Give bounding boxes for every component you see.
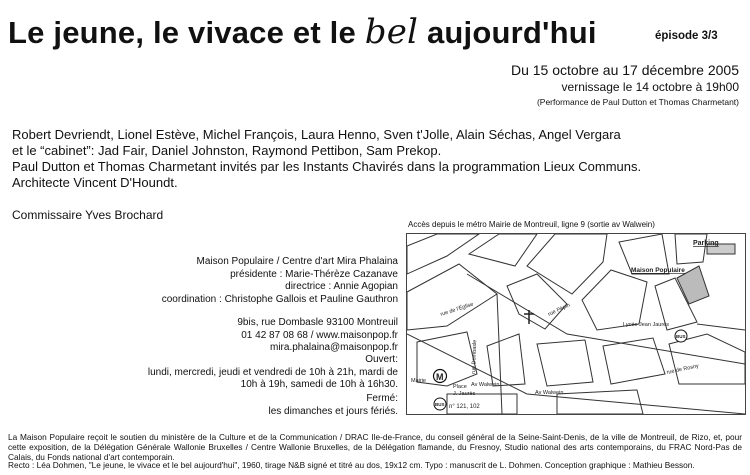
contact-block [237, 317, 398, 355]
map-label-av-walwein: Av Walwein [535, 390, 564, 396]
map-label-jean-jaures: J. Jaurès [453, 391, 476, 397]
open-line: lundi, mercredi, jeudi et vendredi de 10h à 21h, mardi de [147, 366, 398, 378]
page-title [8, 12, 597, 52]
map-label-rue-eglise: rue de l'Église [439, 301, 475, 318]
map-label-rue-rosny: rue de Rosny [666, 363, 700, 376]
artists-block [12, 127, 740, 191]
map-label-rue-pepin: rue Pépin [547, 302, 572, 318]
map-label-place: Place [453, 384, 467, 390]
exhibition-dates: Du 15 octobre au 17 décembre 2005 [510, 62, 739, 78]
bus-label: BUS [676, 334, 686, 339]
closed-days [268, 393, 398, 418]
map-block [557, 390, 643, 414]
phone-web: 01 42 87 08 68 / www.maisonpop.fr [241, 329, 398, 341]
map-block [527, 234, 607, 294]
closed-line: les dimanches et jours fériés. [268, 405, 398, 417]
bus-label: BUS [435, 402, 445, 407]
map-label-parking: Parking [693, 240, 719, 247]
organisation-block [162, 256, 398, 306]
invites-line: Paul Dutton et Thomas Charmetant invités par les Instants Chavirés dans la programmation Lieux Communs. [12, 159, 642, 174]
recto-credit: Recto : Léa Dohmen, "Le jeune, le vivace et le bel aujourd'hui", 1960, tirage N&B signé et titré au dos, 19x12 cm. Typo : manuscrit de L. Dohmen. Conception graphique : Mathieu Besson. [8, 460, 695, 470]
access-map [406, 233, 746, 415]
artists-line: Robert Devriendt, Lionel Estève, Michel François, Laura Henno, Sven t'Jolle, Alain Séchas, Angel Vergara [12, 127, 621, 142]
info-line: présidente : Marie-Thérèze Cazanave [230, 268, 398, 280]
map-caption: Accès depuis le métro Mairie de Montreuil, ligne 9 (sortie av Walwein) [408, 220, 655, 229]
map-block [469, 234, 537, 266]
map-svg [407, 234, 745, 414]
title-script-word: bel [364, 12, 419, 52]
closed-label: Fermé: [366, 393, 398, 404]
map-label-maison: Maison Populaire [631, 267, 685, 274]
map-label-mairie: Mairie [411, 378, 426, 384]
artists-line: et le “cabinet”: Jad Fair, Daniel Johnston, Raymond Pettibon, Sam Prekop. [12, 143, 442, 158]
sponsors-note: La Maison Populaire reçoit le soutien du ministère de la Culture et de la Communication / DRAC Ile-de-France, du conseil général de la Seine-Saint-Denis, de la ville de Montreuil, de Rizo, et, pour cette exposition, de la Délégation Générale Wallonie Bruxelles / Centre Wallonie Bruxelles, de la Délégation flamande, du Fresnoy, Studio national des arts contemporains, du FRAC Nord-Pas de Calais, du Fonds national d'art contemporain. [8, 432, 742, 462]
map-block [537, 340, 593, 386]
vernissage-date: vernissage le 14 octobre à 19h00 [561, 80, 739, 94]
opening-hours [148, 354, 398, 392]
open-label: Ouvert: [365, 354, 398, 365]
episode-label: épisode 3/3 [655, 30, 718, 42]
map-block [507, 274, 567, 329]
email: mira.phalaina@maisonpop.fr [270, 342, 398, 353]
map-label-av-walwein: Av Walwein [471, 382, 500, 388]
map-road [497, 294, 502, 414]
map-road [697, 324, 745, 330]
map-block [675, 234, 707, 264]
open-line: 10h à 19h, samedi de 10h à 16h30. [240, 379, 398, 390]
map-block [487, 334, 525, 386]
bus-lines: n° 121, 102 [449, 404, 480, 410]
performance-note: (Performance de Paul Dutton et Thomas Charmetant) [536, 97, 739, 107]
map-road [407, 334, 745, 414]
metro-letter: M [436, 372, 444, 382]
curator-line: Commissaire Yves Brochard [12, 208, 164, 222]
info-line: directrice : Annie Agopian [285, 281, 398, 292]
title-part-2: aujourd'hui [426, 15, 597, 50]
map-label-rue-dombasle: rue Dombasle [471, 339, 479, 375]
map-block [582, 270, 647, 330]
info-line: coordination : Christophe Gallois et Pauline Gauthron [161, 293, 398, 305]
map-block [417, 332, 477, 386]
info-line: Maison Populaire / Centre d'art Mira Phalaina [196, 256, 398, 267]
title-part-1: Le jeune, le vivace et le [8, 15, 356, 50]
address: 9bis, rue Dombasle 93100 Montreuil [237, 317, 398, 328]
architect-line: Architecte Vincent D'Houndt. [12, 175, 178, 190]
map-label-lycee: Lycée Jean Jaurès [623, 322, 669, 328]
map-block [407, 264, 497, 330]
